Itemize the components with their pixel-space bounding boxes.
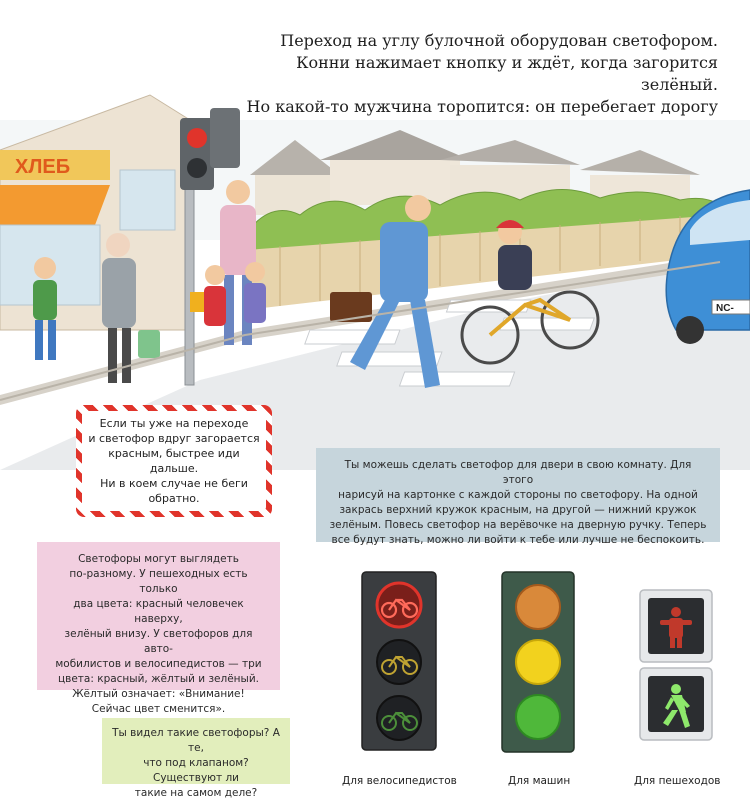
info-line: Сейчас цвет сменится». [91,703,226,715]
question-line: такие на самом деле? [134,787,258,799]
car-green-lamp [516,695,560,739]
warning-box [76,405,272,517]
craft-line: закрась верхний кружок красным, на другой — нижний кружок [339,504,697,516]
caption-pedestrians: Для пешеходов [634,775,721,787]
warning-line: красным, быстрее иди дальше. [108,447,240,475]
car-plate: NC- [716,303,734,314]
info-line: мобилистов и велосипедистов — три [55,658,262,670]
car-traffic-light [502,572,574,752]
caption-cyclists: Для велосипедистов [342,775,457,787]
info-line: по-разному. У пешеходных есть только [69,568,248,595]
traffic-light-types [330,560,750,800]
question-box [102,718,290,799]
intro-line: Конни нажимает кнопку и ждёт, когда загорится зелёный. [296,53,718,94]
car-yellow-lamp [516,640,560,684]
pedestrian-traffic-light [640,590,712,740]
warning-text [82,411,266,511]
intro-line: Но какой-то мужчина торопится: он перебегает дорогу [246,97,718,116]
craft-line: все будут знать, можно ли войти к тебе или лучше не беспокоить. [331,534,705,546]
caption-cars: Для машин [508,775,571,787]
craft-line: Ты можешь сделать светофор для двери в свою комнату. Для этого [344,459,692,486]
info-line: два цвета: красный человечек наверху, [73,598,244,625]
warning-line: обратно. [148,492,200,505]
info-box [37,542,280,715]
warning-line: Ни в коем случае не беги [100,477,248,490]
craft-line: зелёным. Повесь светофор на верёвочке на дверную ручку. Теперь [329,519,707,531]
info-line: зелёный внизу. У светофоров для авто- [64,628,253,655]
info-line: цвета: красный, жёлтый и зелёный. [58,673,259,685]
cyclist-traffic-light [362,572,436,750]
warning-line: и светофор вдруг загорается [88,432,260,445]
info-line: Жёлтый означает: «Внимание! [72,688,245,700]
question-line: что под клапаном? Существуют ли [143,757,249,784]
question-line: Ты видел такие светофоры? А те, [112,727,280,754]
car-red-lamp [516,585,560,629]
warning-line: Если ты уже на переходе [99,417,249,430]
info-line: Светофоры могут выглядеть [78,553,239,565]
intro-line: Переход на углу булочной оборудован светофором. [280,31,718,50]
craft-line: нарисуй на картонке с каждой стороны по светофору. На одной [338,489,698,501]
bakery-sign: ХЛЕБ [15,156,71,178]
craft-instructions-box [316,448,720,546]
